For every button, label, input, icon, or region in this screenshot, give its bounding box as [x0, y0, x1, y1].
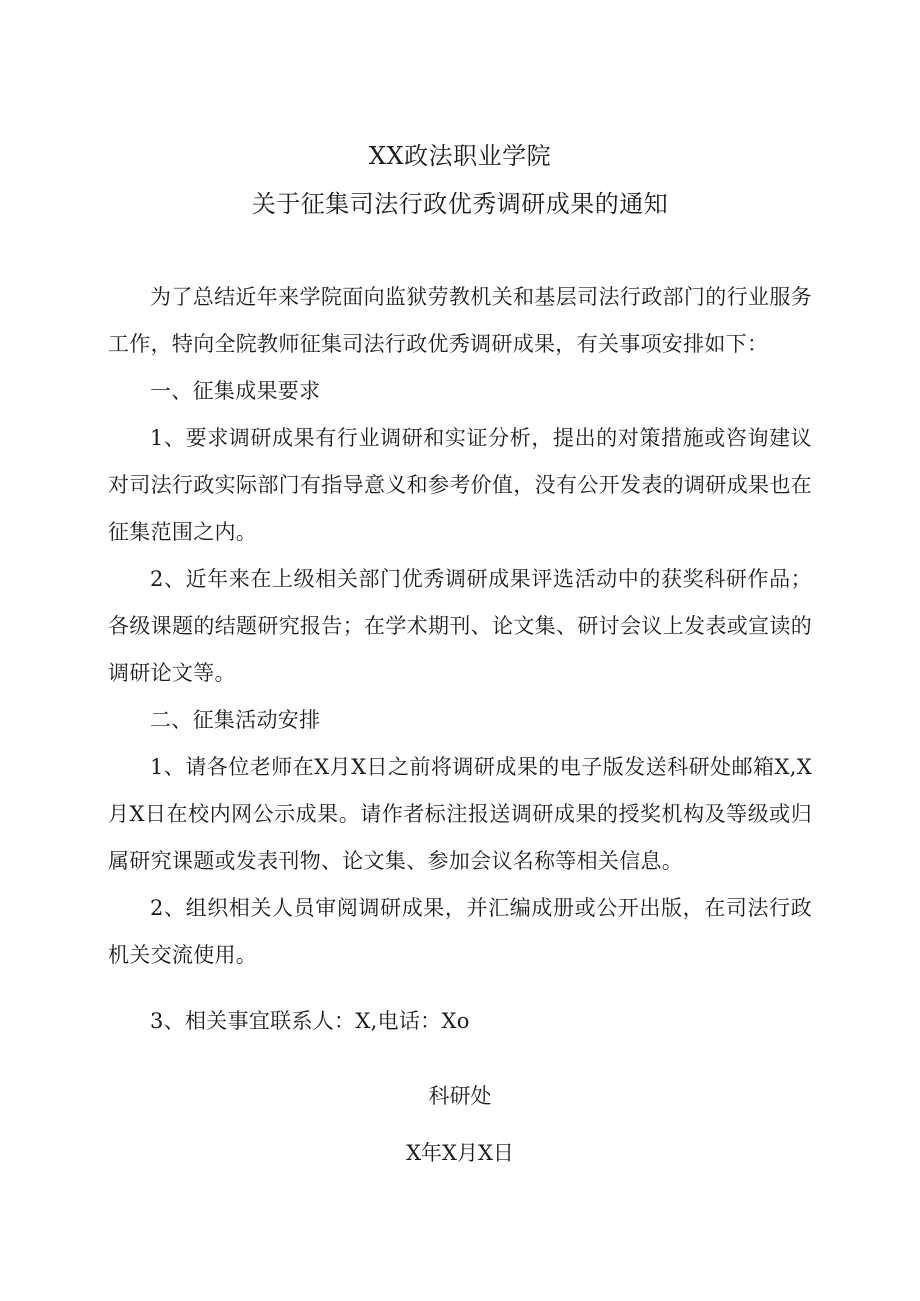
section2-item1: 1、请各位老师在X月X日之前将调研成果的电子版发送科研处邮箱X,X月X日在校内网公示成果。请作者标注报送调研成果的授奖机构及等级或归属研究课题或发表刊物、论文集、参加会议名称等相关信息。: [108, 755, 812, 873]
section1-heading: 一、征集成果要求: [150, 379, 321, 403]
section2-item2: 2、组织相关人员审阅调研成果，并汇编成册或公开出版，在司法行政机关交流使用。: [108, 896, 812, 967]
document-title-line2: 关于征集司法行政优秀调研成果的通知: [251, 190, 669, 218]
document-title-line1: XX政法职业学院: [368, 142, 552, 170]
section2-heading: 二、征集活动安排: [150, 708, 321, 732]
section1-item1: 1、要求调研成果有行业调研和实证分析，提出的对策措施或咨询建议对司法行政实际部门有指导意义和参考价值，没有公开发表的调研成果也在征集范围之内。: [108, 426, 812, 544]
signature-office: 科研处: [428, 1084, 492, 1108]
section2-item3: 3、相关事宜联系人：X,电话：Xo: [150, 1009, 470, 1033]
intro-paragraph: 为了总结近年来学院面向监狱劳教机关和基层司法行政部门的行业服务工作，特向全院教师征集司法行政优秀调研成果，有关事项安排如下：: [108, 285, 812, 356]
signature-date: X年X月X日: [406, 1141, 514, 1165]
section1-item2: 2、近年来在上级相关部门优秀调研成果评选活动中的获奖科研作品；各级课题的结题研究报告；在学术期刊、论文集、研讨会议上发表或宣读的调研论文等。: [108, 567, 812, 685]
